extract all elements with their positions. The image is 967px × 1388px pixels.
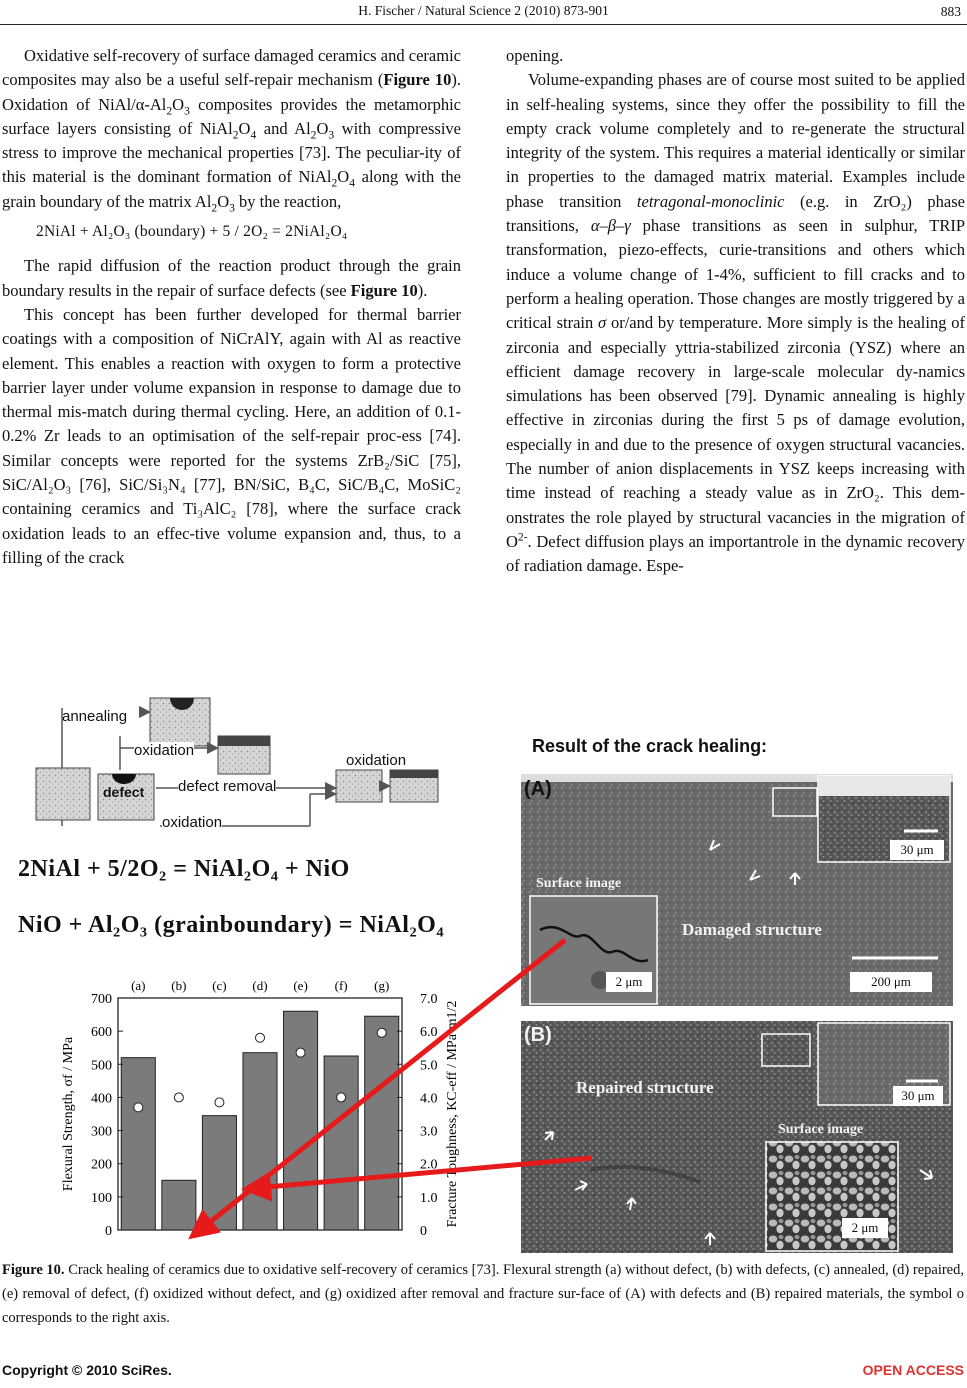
sem-a-main-label: Damaged structure (682, 920, 822, 939)
toughness-point-2 (215, 1098, 224, 1107)
paragraph-continued: opening. (506, 46, 564, 65)
y-axis-label-right: Fracture Toughness, KC-eff / MPa·m1/2 (445, 1000, 460, 1228)
category-label-2: (c) (212, 978, 227, 993)
bar-5 (324, 1056, 358, 1230)
bar-3 (243, 1053, 277, 1230)
toughness-point-5 (337, 1093, 346, 1102)
paragraph-oxidative: Oxidative self-recovery of surface damaged ceramics and ceramic composites may also be a useful self-repair mechanism (Figure 10). Oxidation of NiAl/$\alpha-Al_2O_3$ composites provides the metamorphic surface layers consisting of $NiAl_2O_4$ and $Al_2O_3$ with compressive stress to improve the mechanical properties [73]. The peculiar-ity of this material is the dominant formation of $NiAl_2O_4$ along with the grain boundary of the matrix $Al_2O_3$ by the reaction, (2, 46, 461, 215)
paragraph-thermal-barrier: This concept has been further developed for thermal barrier coatings with a composition of NiCrAlY, again with Al as reactive element. This enables a reaction with oxygen to form a protective barrier layer under volume expansion in response to damage due to thermal mis-match during thermal cycling. Here, an addition of 0.1-0.2% Zr leads to an optimisation of the self-repair proc-ess [74]. Similar concepts were reported for the systems ZrB₂/SiC [75], SiC/Al₂O₃ [76], SiC/Si₃N₄ [77], BN/SiC, B₄C, SiC/B₄C, MoSiC₂ containing ceramics and Ti₃AlC₂ [78], where the surface crack oxidation leads to an effec-tive volume expansion and, thus, to a filling of the crack (2, 304, 461, 567)
ytick-label-right-7: 7.0 (420, 992, 438, 1007)
category-label-5: (f) (334, 978, 348, 993)
figure-ref[interactable]: Figure 10 (383, 70, 452, 90)
ytick-label-left-7: 700 (91, 992, 112, 1007)
sem-image-b (521, 1021, 953, 1253)
sem-b-scale-zoom: 30 μm (893, 1086, 943, 1106)
right-column (506, 44, 965, 579)
ytick-label-right-6: 6.0 (420, 1025, 438, 1041)
bar-4 (284, 1011, 318, 1230)
sem-a-tag: (A) (524, 778, 552, 800)
toughness-point-1 (174, 1093, 183, 1102)
bar-1 (162, 1180, 196, 1230)
reaction-1: 2NiAl + 5/2O₂ = NiAl₂O₄ + NiO (18, 856, 350, 882)
caption-label: Figure 10. (2, 1262, 65, 1278)
ytick-label-right-3: 3.0 (420, 1124, 438, 1140)
ytick-label-left-5: 500 (91, 1058, 112, 1074)
ytick-label-left-1: 100 (91, 1190, 112, 1206)
category-label-6: (g) (374, 978, 390, 993)
ytick-label-right-4: 4.0 (420, 1091, 438, 1107)
sem-a-scale-main: 200 μm (850, 972, 932, 992)
ytick-label-left-2: 200 (91, 1157, 112, 1173)
page-number: 883 (940, 4, 961, 19)
sem-a-scale-zoom: 30 μm (890, 840, 944, 860)
category-label-4: (e) (293, 978, 308, 993)
sem-b-surface-title: Surface image (778, 1122, 864, 1137)
toughness-point-4 (296, 1048, 305, 1057)
header-rule (0, 24, 967, 25)
running-title: H. Fischer / Natural Science 2 (2010) 873-901 (358, 3, 609, 18)
reaction-2: NiO + Al₂O₃ (grainboundary) = NiAl₂O₄ (18, 912, 445, 938)
ytick-label-left-0: 0 (105, 1224, 112, 1239)
category-label-3: (d) (252, 978, 268, 993)
ytick-label-right-1: 1.0 (420, 1190, 438, 1206)
ytick-label-left-6: 600 (91, 1025, 112, 1041)
ytick-label-right-0: 0 (420, 1224, 427, 1239)
open-access-badge: OPEN ACCESS (862, 1362, 964, 1378)
annealing-label: annealing (62, 708, 128, 725)
sem-a-surface-title: Surface image (536, 876, 622, 891)
sem-a-scale-surface: 2 μm (606, 972, 652, 992)
strength-chart (61, 978, 460, 1239)
removed-defect-sample (336, 770, 382, 802)
paragraph-diffusion: The rapid diffusion of the reaction product through the grain boundary results in the repair of surface defects (see Figure 10). (2, 256, 461, 300)
ytick-label-left-4: 400 (91, 1091, 112, 1107)
y-axis-label-left: Flexural Strength, σf / MPa (61, 1036, 76, 1192)
left-column (2, 44, 461, 570)
ytick-label-right-5: 5.0 (420, 1058, 438, 1074)
result-title: Result of the crack healing: (532, 736, 768, 756)
bar-6 (365, 1016, 399, 1230)
sem-b-tag: (B) (524, 1024, 552, 1046)
caption-text: Crack healing of ceramics due to oxidative self-recovery of ceramics [73]. Flexural strength (a) without defect, (b) with defects, (c) annealed, (d) repaired, (e) removal of defect, (f) oxidized without defect, and (g) oxidized after removal and fracture sur-face of (A) with defects and (B) repaired materials, the symbol o corresponds to the right axis. (2, 1262, 964, 1326)
ytick-label-right-2: 2.0 (420, 1157, 438, 1173)
ytick-label-left-3: 300 (91, 1124, 112, 1140)
sem-b-main-label: Repaired structure (576, 1078, 714, 1097)
category-label-0: (a) (131, 978, 146, 993)
oxidation-label-1: oxidation (134, 742, 195, 759)
bar-0 (121, 1058, 155, 1230)
paragraph-volume-expanding: Volume-expanding phases are of course most suited to be applied in self-healing systems, since they offer the possibility to fill the empty crack volume completely and to re-generate the structural integrity of the system. This requires a material identically or similar in properties to the damaged matrix material. Examples include phase transition tetragonal-monoclinic (e.g. in ZrO₂) phase transitions, α–β–γ phase transitions as seen in sulphur, TRIP transformation, piezo-effects, curie-transitions and others which induce a volume change of 1-4%, sufficient to fill cracks and to perform a healing operation. Those changes are mostly triggered by a critical strain σ or/and by temperature. More simply is the healing of zirconia and especially yttria-stabilized zirconia (YSZ) where an efficient damage recovery in large-scale molecular dy-namics simulations has been observed [79]. Dynamic annealing is highly effective in zirconias during the first 5 ps of damage evolution, especially in and due to the presence of oxygen structural vacancies. The number of anion displacements in YSZ keeps increasing with time instead of reaching a steady value as in ZrO₂. This dem-onstrates the role played by structural vacancies in the migration of $O^{2-}$. Defect diffusion plays an importantrole in the dynamic recovery of radiation damage. Espe- (506, 70, 965, 576)
defect-removal-label: defect removal (178, 778, 277, 795)
category-label-1: (b) (171, 978, 187, 993)
figure-graphic (0, 690, 967, 1255)
copyright: Copyright © 2010 SciRes. (2, 1362, 172, 1378)
page-footer (2, 1362, 964, 1378)
figure-caption (2, 1258, 964, 1330)
oxidation-label-2: oxidation (162, 814, 223, 831)
toughness-point-3 (256, 1033, 265, 1042)
page-header (0, 2, 967, 24)
figure-10 (0, 690, 967, 1255)
toughness-point-6 (377, 1028, 386, 1037)
oxidation-label-3: oxidation (346, 752, 407, 769)
figure-ref[interactable]: Figure 10 (350, 280, 418, 300)
reaction-equation: 2NiAl + Al₂O₃ (boundary) + 5 / 2O₂ = 2NiAl₂O₄ (36, 223, 348, 241)
defect-sample (36, 768, 90, 820)
toughness-point-0 (134, 1103, 143, 1112)
defect-label: defect (103, 784, 145, 800)
sem-b-scale-surface: 2 μm (842, 1218, 888, 1238)
